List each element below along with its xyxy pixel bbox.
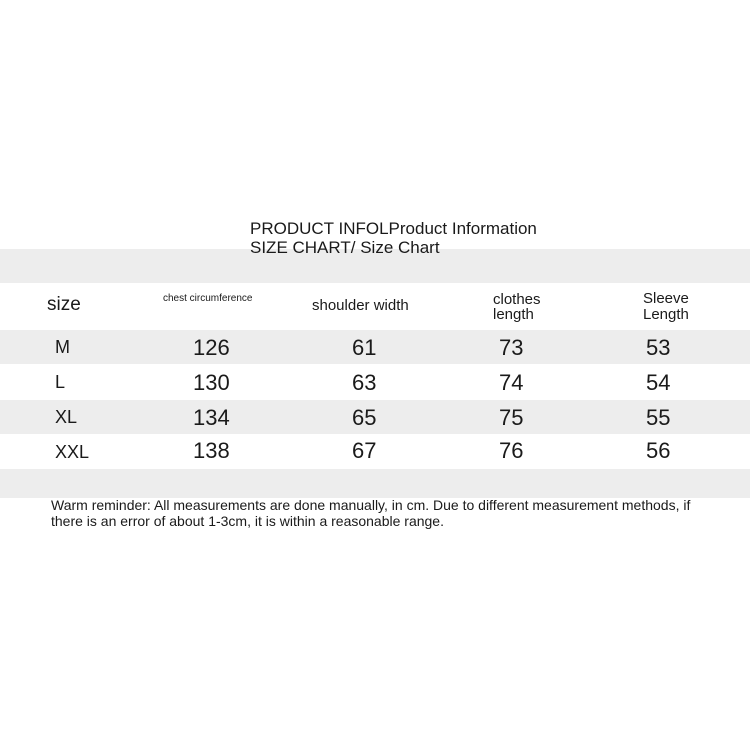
sleeve-value: 54 xyxy=(646,370,671,395)
shoulder-value: 63 xyxy=(352,370,377,395)
header-clothes-length: clothes length xyxy=(493,291,541,323)
size-label: L xyxy=(55,372,66,392)
size-label: XL xyxy=(55,407,78,427)
clothes-value: 76 xyxy=(499,438,524,463)
shoulder-value: 67 xyxy=(352,438,377,463)
chest-value: 130 xyxy=(193,370,230,395)
sleeve-value: 55 xyxy=(646,405,671,430)
sleeve-value: 56 xyxy=(646,438,671,463)
header-shoulder-width: shoulder width xyxy=(312,297,409,314)
header-chest-circumference: chest circumference xyxy=(163,293,253,304)
shoulder-value: 61 xyxy=(352,335,377,360)
size-label: XXL xyxy=(55,442,90,462)
size-label: M xyxy=(55,337,70,357)
clothes-value: 75 xyxy=(499,405,524,430)
measurement-note: Warm reminder: All measurements are done manually, in cm. Due to different measurement methods, if there is an error of about 1-3cm, it is within a reasonable range. xyxy=(51,497,691,529)
header-sleeve-length: Sleeve Length xyxy=(643,290,689,323)
page-title: PRODUCT INFOLProduct Information SIZE CHART/ Size Chart xyxy=(250,219,537,257)
clothes-value: 74 xyxy=(499,370,524,395)
header-size: size xyxy=(47,294,81,315)
footer-band xyxy=(0,469,750,498)
chest-value: 126 xyxy=(193,335,230,360)
chest-value: 134 xyxy=(193,405,230,430)
chest-value: 138 xyxy=(193,438,230,463)
shoulder-value: 65 xyxy=(352,405,377,430)
clothes-value: 73 xyxy=(499,335,524,360)
sleeve-value: 53 xyxy=(646,335,671,360)
